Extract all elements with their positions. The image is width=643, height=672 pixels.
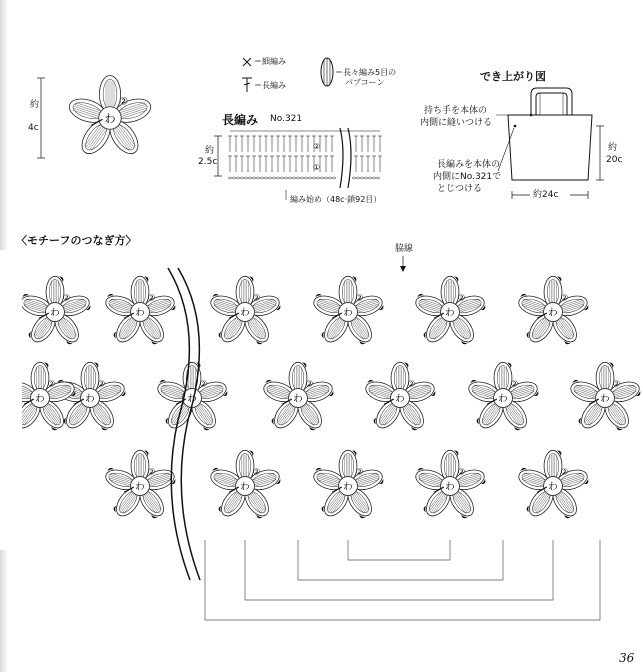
joined-motif: [311, 450, 384, 520]
ring-label: わ: [240, 307, 250, 319]
joined-motif: [568, 362, 641, 432]
legend-sc: ＝細編み: [254, 57, 286, 66]
ring-label: わ: [445, 481, 455, 493]
round-label: ②: [47, 378, 56, 389]
ring-label: わ: [445, 307, 455, 319]
round-label: ②: [147, 292, 156, 303]
top-motif-size-value: 4c: [28, 123, 39, 133]
ring-label: わ: [85, 393, 95, 405]
round-label: ②: [612, 378, 621, 389]
joined-motif: [311, 276, 384, 346]
joined-motif: [261, 362, 334, 432]
joined-motif: [103, 450, 176, 520]
legend-puff-2: パプコーン: [345, 78, 385, 87]
ring-label: わ: [293, 393, 303, 405]
ring-label: わ: [240, 481, 250, 493]
ring-label: わ: [104, 112, 116, 126]
side-line-label: 脇線: [395, 244, 414, 254]
joined-motif: [103, 276, 176, 346]
joined-motif: [208, 450, 281, 520]
round-label: ②: [355, 466, 364, 477]
handle-yarn-no: No.321: [270, 114, 303, 124]
joined-motif: [516, 450, 589, 520]
handle-row-2: ②: [313, 142, 321, 151]
ring-label: わ: [548, 481, 558, 493]
joined-motif: [155, 362, 228, 432]
handle-chain-note: 編み始め（48c·鎖92目）: [290, 195, 382, 204]
joined-motif: [413, 450, 486, 520]
round-label: ②: [355, 292, 364, 303]
legend-dc: ＝長編み: [254, 81, 286, 90]
ring-label: わ: [50, 307, 60, 319]
round-label: ②: [252, 466, 261, 477]
handle-title: 長編み: [222, 113, 259, 127]
finished-note-1a: 持ち手を本体の: [424, 106, 488, 116]
round-label: ②: [305, 378, 314, 389]
handle-attach-line: [245, 540, 553, 600]
round-label: ②: [560, 466, 569, 477]
ring-label: わ: [135, 481, 145, 493]
top-motif-size-label: 約: [30, 100, 40, 110]
ring-label: わ: [343, 307, 353, 319]
handle-size-label: 約: [205, 146, 215, 156]
joined-motif: [413, 276, 486, 346]
finished-height-label: 約: [608, 143, 618, 153]
handle-size-value: 2.5c: [198, 157, 218, 167]
finished-note-2b: 内側にNo.321で: [433, 172, 502, 182]
ring-label: わ: [395, 393, 405, 405]
ring-label: わ: [600, 393, 610, 405]
round-label: ②: [62, 292, 71, 303]
joined-motif: [208, 276, 281, 346]
round-label: ②: [147, 466, 156, 477]
finished-note-2a: 長編みを本体の: [437, 160, 501, 170]
legend-puff: ＝長々編み5目の: [335, 68, 397, 77]
round-label: ②: [199, 378, 208, 389]
joining-title: 〈モチーフのつなぎ方〉: [16, 234, 137, 247]
round-label: ②: [252, 292, 261, 303]
handle-attach-line: [348, 540, 450, 560]
round-label: ②: [457, 292, 466, 303]
ring-label: わ: [548, 307, 558, 319]
finished-note-2c: とじつける: [437, 184, 483, 194]
joined-motif: [466, 362, 539, 432]
handle-row-1: ①: [313, 163, 321, 172]
ring-label: わ: [187, 393, 197, 405]
round-label: ②: [97, 378, 106, 389]
joined-motif: [18, 276, 91, 346]
ring-label: わ: [343, 481, 353, 493]
round-label: ②: [407, 378, 416, 389]
joined-motif: [363, 362, 436, 432]
round-label: ②: [560, 292, 569, 303]
finished-note-1b: 内側に縫いつける: [420, 118, 493, 128]
ring-label: わ: [35, 393, 45, 405]
ring-label: わ: [135, 307, 145, 319]
finished-title: でき上がり図: [480, 70, 546, 83]
page-number: 36: [619, 651, 635, 665]
finished-height-value: 20c: [606, 155, 623, 165]
round-label: ②: [119, 96, 129, 108]
round-label: ②: [510, 378, 519, 389]
ring-label: わ: [498, 393, 508, 405]
round-label: ②: [457, 466, 466, 477]
finished-width-label: 約24c: [533, 190, 559, 200]
joined-motif: [516, 276, 589, 346]
